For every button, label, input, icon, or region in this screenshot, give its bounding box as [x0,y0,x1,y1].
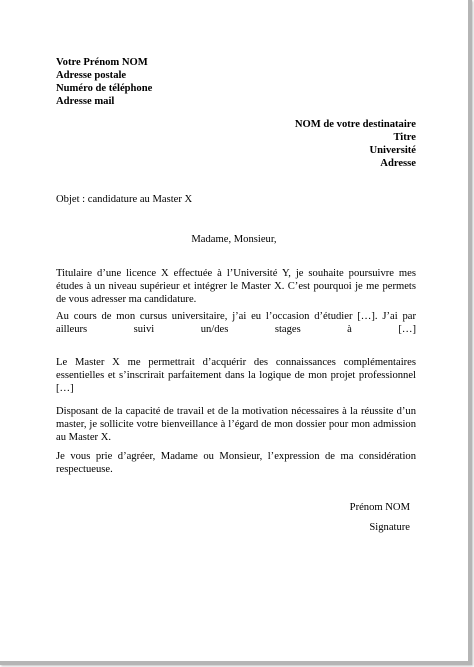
subject-line: Objet : candidature au Master X [56,194,193,205]
recipient-address: Adresse [380,158,416,169]
paragraph-motivation: Disposant de la capacité de travail et de la motivation nécessaires à la réussite d’un master, je sollicite votre bienveillance à l’égard de mon dossier pour mon admission au Master X. [56,406,416,443]
paragraph-intro: Titulaire d’une licence X effectuée à l’Université Y, je souhaite poursuivre mes études à un niveau supérieur et intégrer le Master X. C’est pourquoi je me permets de vous adresser ma candidature. [56,268,416,305]
recipient-block [295,118,416,170]
salutation: Madame, Monsieur, [191,234,277,245]
sender-name: Votre Prénom NOM [56,57,148,68]
closing-name: Prénom NOM [349,502,410,513]
recipient-university: Université [369,145,416,156]
sender-address: Adresse postale [56,70,127,81]
recipient-name: NOM de votre destinataire [294,119,416,130]
sender-email: Adresse mail [56,96,115,107]
sender-block [56,56,152,108]
paragraph-master: Le Master X me permettrait d’acquérir des connaissances complémentaires essentielles et s’inscrirait parfaitement dans la logique de mon projet professionnel […] [56,357,416,394]
sender-phone: Numéro de téléphone [56,83,153,94]
paragraph-politeness: Je vous prie d’agréer, Madame ou Monsieur, l’expression de ma considération respectueuse. [56,451,416,475]
paragraph-cursus: Au cours de mon cursus universitaire, j’ai eu l’occasion d’étudier […]. J’ai par ailleurs suivi un/des stages à […] [56,311,416,335]
signature: Signature [369,522,410,533]
recipient-title: Titre [393,132,416,143]
